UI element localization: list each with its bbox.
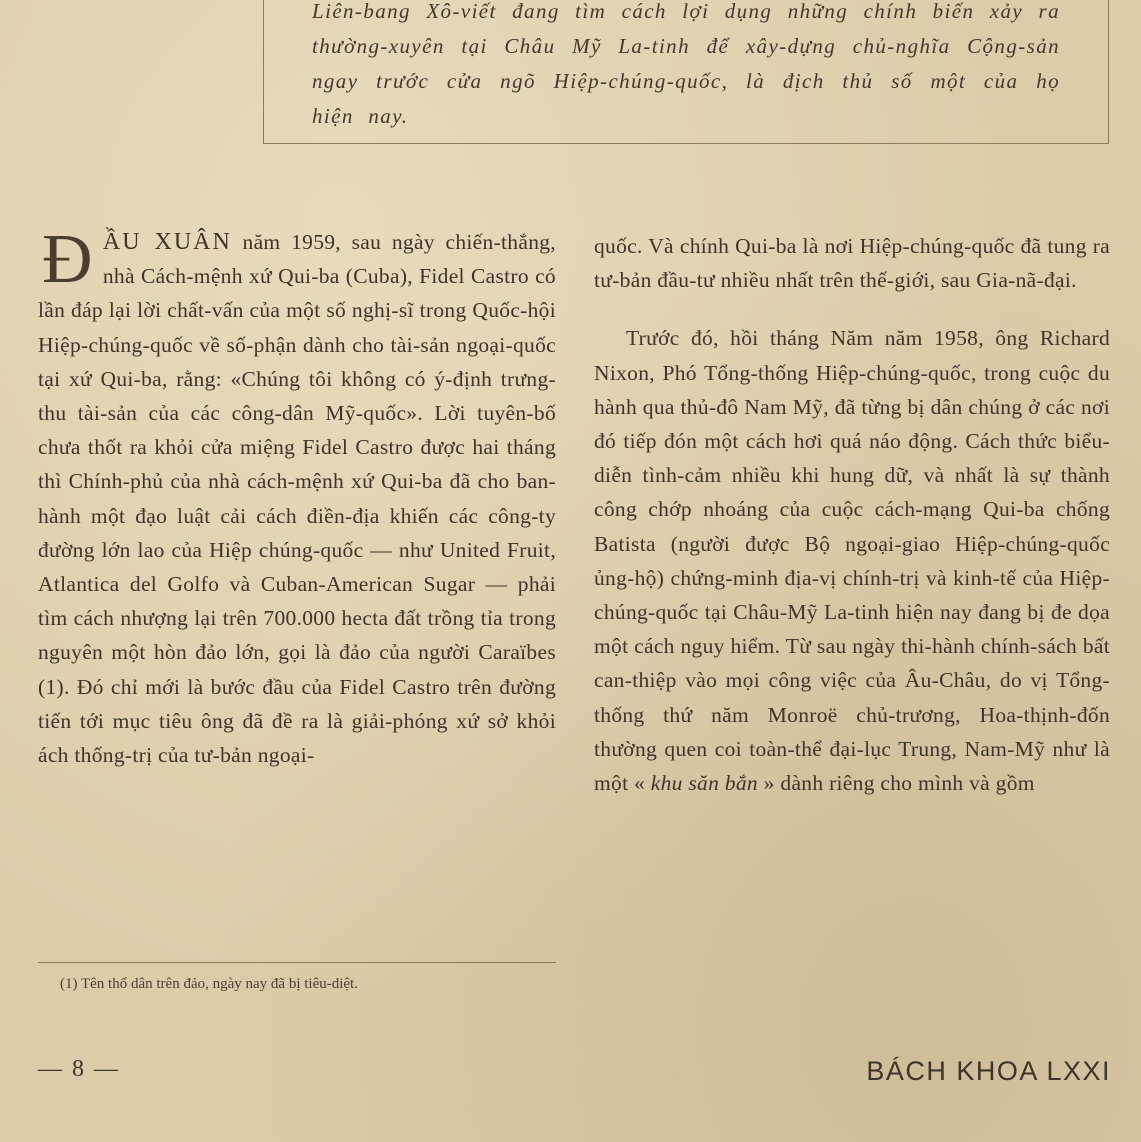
paragraph-gap [594,297,1110,321]
right-paragraph-1: quốc. Và chính Qui-ba là nơi Hiệp-chúng-quốc đã tung ra tư-bản đầu-tư nhiều nhất trên thế-giới, sau Gia-nã-đại. [594,234,1110,293]
right-paragraph-2-end: » dành riêng cho mình và gồm [763,771,1035,796]
left-paragraph-text: năm 1959, sau ngày chiến-thắng, nhà Cách-mệnh xứ Qui-ba (Cuba), Fidel Castro có lần đáp lại lời chất-vấn của một số nghị-sĩ trong Quốc-hội Hiệp-chúng-quốc về số-phận dành cho tài-sản ngoại-quốc tại xứ Qui-ba, rằng: «Chúng tôi không có ý-định trưng-thu tài-sản của các công-dân Mỹ-quốc». Lời tuyên-bố chưa thốt ra khỏi cửa miệng Fidel Castro được hai tháng thì Chính-phủ của nhà cách-mệnh xứ Qui-ba đã cho ban-hành một đạo luật cải cách điền-địa khiến các công-ty đường lớn lao của Hiệp chúng-quốc — như United Fruit, Atlantica del Golfo và Cuban-American Sugar — phải tìm cách nhượng lại trên 700.000 hecta đất trồng tỉa trong nguyên một hòn đảo lớn, gọi là đảo của người Caraïbes (1). Đó chỉ mới là bước đầu của Fidel Castro trên đường tiến tới mục tiêu ông đã đề ra là giải-phóng xứ sở khỏi ách thống-trị của tư-bản ngoại- [38,230,556,768]
drop-cap: Đ [42,221,93,298]
right-paragraph-2 [594,321,1110,800]
right-paragraph-2-text: Trước đó, hồi tháng Năm năm 1958, ông Richard Nixon, Phó Tổng-thống Hiệp-chúng-quốc, trong cuộc du hành qua thủ-đô Nam Mỹ, đã từng bị dân chúng ở các nơi đó tiếp đón một cách hơi quá náo động. Cách thức biểu-diễn tình-cảm nhiều khi hung dữ, và nhất là sự thành công chớp nhoáng của cuộc cách-mạng Qui-ba chống Batista (người được Bộ ngoại-giao Hiệp-chúng-quốc ủng-hộ) chứng-minh địa-vị chính-trị và kinh-tế của Hiệp-chúng-quốc tại Châu-Mỹ La-tinh hiện nay đang bị đe dọa một cách nguy hiểm. Từ sau ngày thi-hành chính-sách bất can-thiệp vào mọi công việc của Âu-Châu, do vị Tổng-thống thứ năm Monroë chủ-trương, Hoa-thịnh-đốn thường quen coi toàn-thể đại-lục Trung, Nam-Mỹ như là một « [594,326,1110,796]
article-right-column [594,229,1110,800]
opening-caps: ẦU XUÂN [102,229,232,255]
footnote-text: Tên thổ dân trên đảo, ngày nay đã bị tiêu-diệt. [80,976,358,992]
left-paragraph [38,221,556,772]
footnote-marker: (1) [60,976,78,992]
footnote [38,962,556,995]
article-left-column [38,221,556,772]
quoted-phrase: khu săn bắn [650,771,758,796]
page-number: — 8 — [38,1056,120,1082]
intro-text: Liên-bang Xô-viết đang tìm cách lợi dụng những chính biến xảy ra thường-xuyên tại Châu Mỹ La-tinh để xây-dựng chủ-nghĩa Cộng-sản ngay trước cửa ngõ Hiệp-chúng-quốc, là địch thủ số một của họ hiện nay. [312,0,1060,128]
magazine-name: BÁCH KHOA LXXI [866,1056,1111,1086]
